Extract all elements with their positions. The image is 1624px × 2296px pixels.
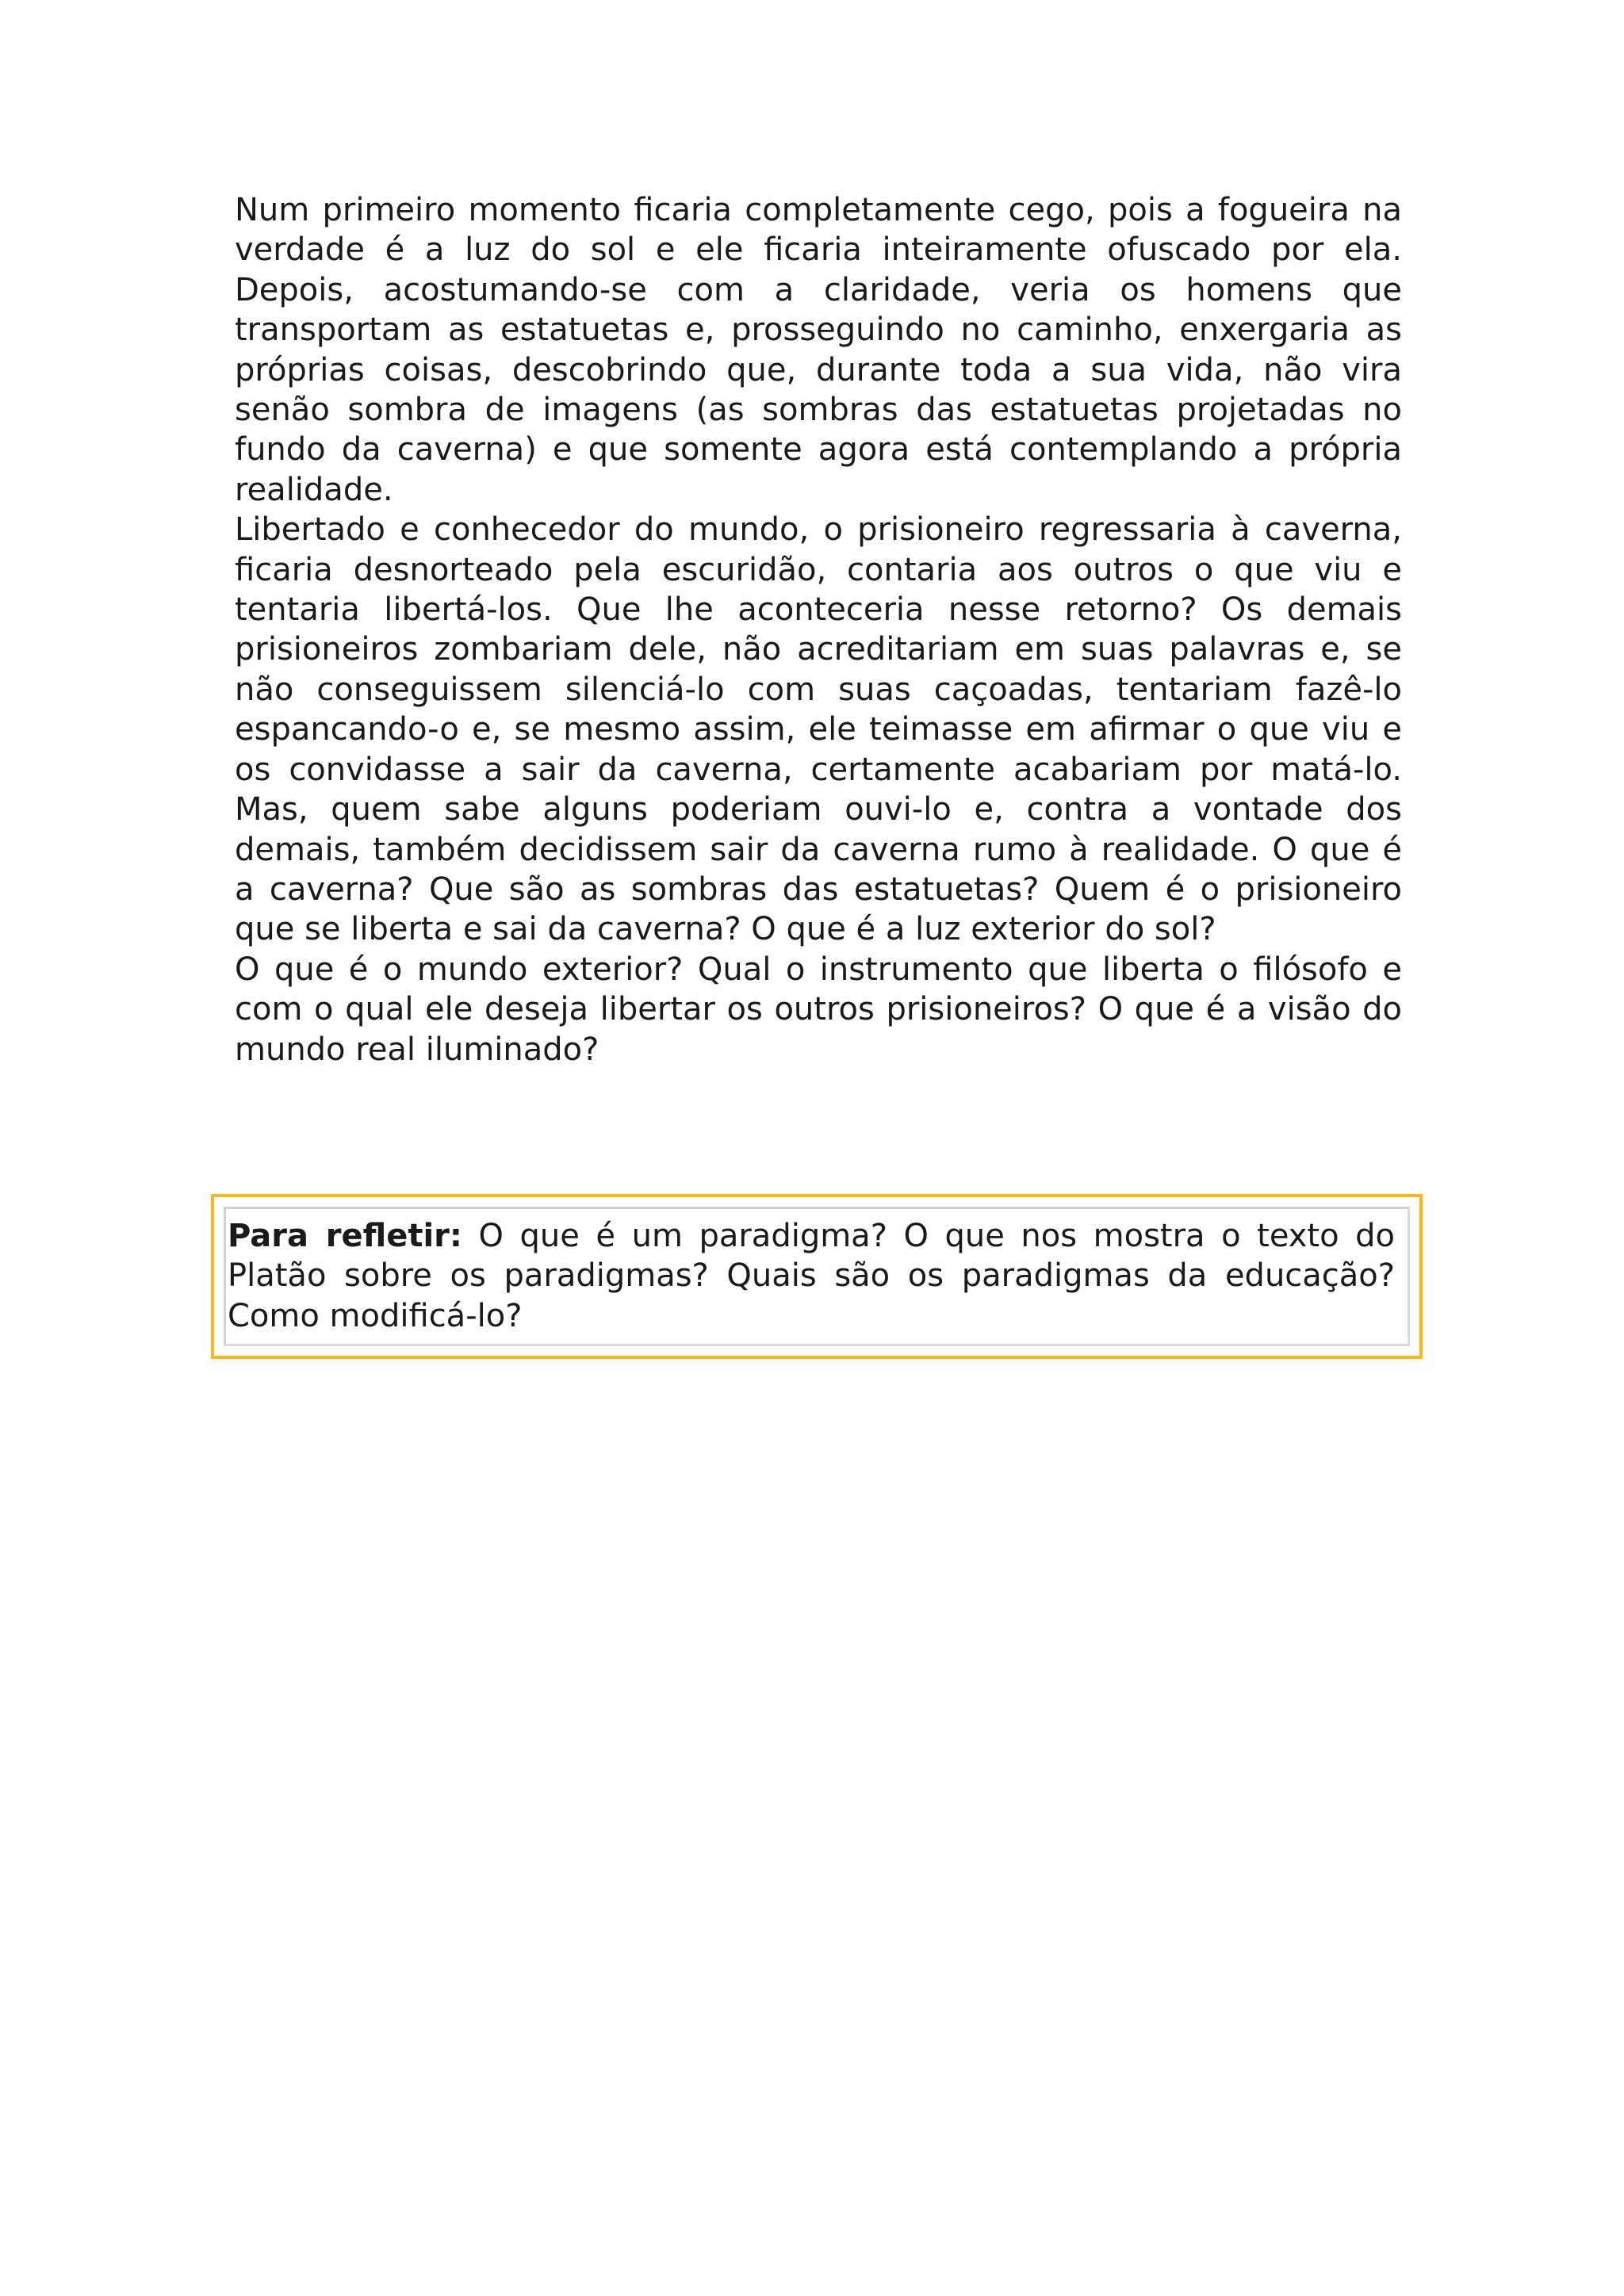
reflection-text <box>228 1216 1395 1336</box>
body-text <box>235 190 1402 1070</box>
reflection-label: Para refletir: <box>228 1218 462 1254</box>
paragraph-3: Mas, quem sabe alguns poderiam ouvi-lo e, contra a vontade dos demais, também decidissem sair da caverna rumo à realidade. O que é a caverna? Que são as sombras das estatuetas? Quem é o prisioneiro que se liberta e sai da caverna? O que é a luz exterior do sol? <box>235 791 1402 948</box>
paragraph-4: O que é o mundo exterior? Qual o instrumento que liberta o filósofo e com o qual ele deseja libertar os outros prisioneiros? O que é a visão do mundo real iluminado? <box>235 951 1402 1068</box>
reflection-question: O que é um paradigma? O que nos mostra o texto do Platão sobre os paradigmas? Quais são os paradigmas da educação? Como modificá-lo? <box>228 1218 1395 1334</box>
paragraph-1: Num primeiro momento ficaria completamente cego, pois a fogueira na verdade é a luz do sol e ele ficaria inteiramente ofuscado por ela. Depois, acostumando-se com a claridade, veria os homens que transportam as estatuetas e, prosseguindo no caminho, enxergaria as próprias coisas, descobrindo que, durante toda a sua vida, não vira senão sombra de imagens (as sombras das estatuetas projetadas no fundo da caverna) e que somente agora está contemplando a própria realidade. <box>235 192 1402 508</box>
reflection-box <box>211 1194 1423 1359</box>
paragraph-2: Libertado e conhecedor do mundo, o prisioneiro regressaria à caverna, ficaria desnorteado pela escuridão, contaria aos outros o que viu e tentaria libertá-los. Que lhe aconteceria nesse retorno? Os demais prisioneiros zombariam dele, não acreditariam em suas palavras e, se não conseguissem silenciá-lo com suas caçoadas, tentariam fazê-lo espancando-o e, se mesmo assim, ele teimasse em afirmar o que viu e os convidasse a sair da caverna, certamente acabariam por matá-lo. <box>235 511 1402 788</box>
